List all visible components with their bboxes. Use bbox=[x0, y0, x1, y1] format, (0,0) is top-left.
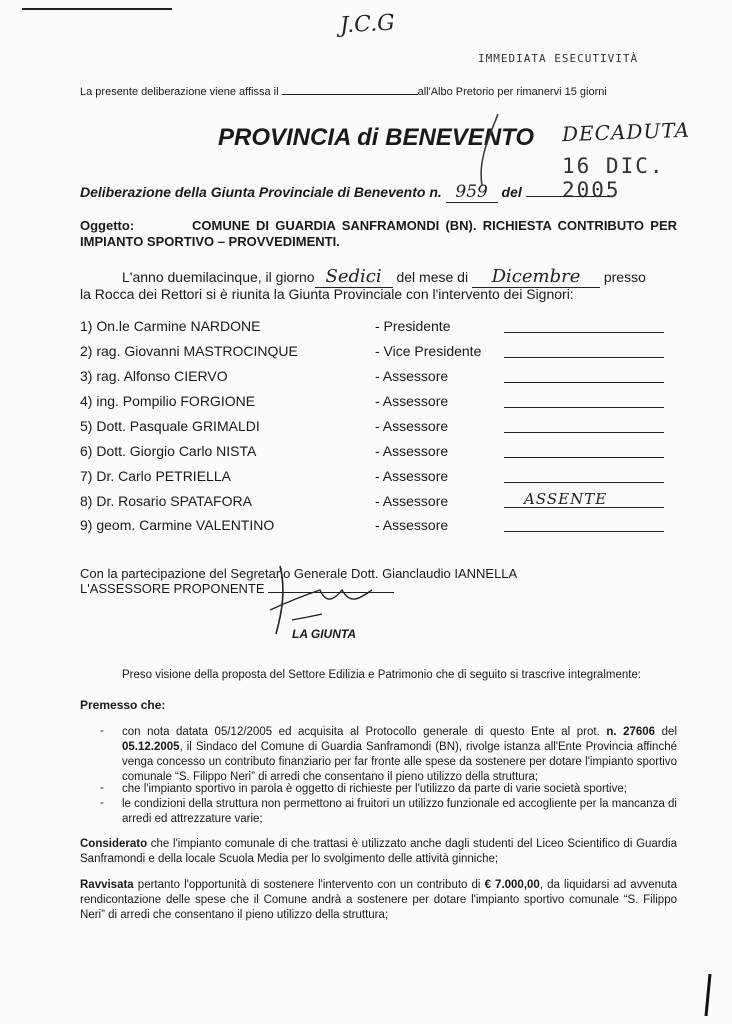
premesso-bullet-2: che l'impianto sportivo in parola è oggetto di richieste per l'utilizzo da parte di varie società sportive; bbox=[122, 783, 627, 795]
member-signature-line bbox=[504, 345, 664, 358]
margin-pen-mark bbox=[698, 972, 718, 1018]
member-role: - Assessore bbox=[375, 418, 449, 434]
considerato-label: Considerato bbox=[80, 838, 148, 850]
date-stamp: 16 DIC. 2005 bbox=[562, 154, 665, 202]
member-signature-line bbox=[504, 470, 664, 483]
member-role: - Assessore bbox=[375, 368, 449, 384]
affissa-line bbox=[80, 86, 607, 98]
member-absent-note: ASSENTE bbox=[524, 490, 608, 508]
delibera-number: 959 bbox=[446, 182, 498, 203]
ravvisata-paragraph: Ravvisata pertanto l'opportunità di sostenere l'intervento con un contributo di € 7.000,00, da liquidarsi ad avvenuta rendicontazione delle spese che il Comune andrà a sostenere per dotare l'impianto sportivo comunale “S. Filippo Neri” di arredi che consentano il pieno utilizzo della struttura; bbox=[80, 879, 677, 921]
member-role: - Vice Presidente bbox=[375, 343, 482, 359]
ravvisata-label: Ravvisata bbox=[80, 879, 134, 891]
handwritten-mark: J.C.G bbox=[339, 10, 396, 39]
member-signature-line bbox=[504, 420, 664, 433]
intro-giorno: Sedici bbox=[315, 266, 393, 288]
member-signature-line bbox=[504, 320, 664, 333]
la-giunta-heading: LA GIUNTA bbox=[292, 627, 356, 641]
premesso-heading: Premesso che: bbox=[80, 698, 166, 712]
member-signature-line bbox=[504, 395, 664, 408]
top-rule bbox=[22, 8, 172, 10]
affissa-prefix: La presente deliberazione viene affissa il bbox=[80, 86, 279, 98]
considerato-paragraph: Considerato che l'impianto comunale di che trattasi è utilizzato anche dagli studenti del Liceo Scientifico di Guardia Sanframondi e della locale Scuola Media per lo svolgimento delle attività ginniche; bbox=[80, 838, 677, 865]
intro-part1: L'anno duemilacinque, il giorno bbox=[122, 269, 315, 285]
preso-visione: Preso visione della proposta del Settore Edilizia e Patrimonio che di seguito si trascrive integralmente: bbox=[122, 669, 642, 681]
member-role: - Assessore bbox=[375, 468, 449, 484]
segretario-line: Con la partecipazione del Segretario Generale Dott. Gianclaudio IANNELLA bbox=[80, 566, 518, 581]
intro-line2: la Rocca dei Rettori si è riunita la Giunta Provinciale con l'intervento dei Signori: bbox=[80, 286, 574, 302]
member-signature-line bbox=[504, 519, 664, 532]
intro-mese: Dicembre bbox=[472, 266, 600, 288]
intro-part3: presso bbox=[603, 269, 646, 285]
affissa-date-blank bbox=[282, 94, 418, 95]
affissa-suffix: all'Albo Pretorio per rimanervi 15 giorni bbox=[417, 86, 607, 98]
oggetto-line2: IMPIANTO SPORTIVO – PROVVEDIMENTI. bbox=[80, 234, 340, 249]
member-signature-line bbox=[504, 445, 664, 458]
member-name: 2) rag. Giovanni MASTROCINQUE bbox=[80, 343, 298, 359]
title-pen-stroke bbox=[468, 110, 508, 190]
exec-stamp: IMMEDIATA ESECUTIVITÀ bbox=[478, 52, 639, 65]
member-role: - Assessore bbox=[375, 393, 449, 409]
delibera-line bbox=[80, 182, 610, 203]
intro-part2: del mese di bbox=[396, 269, 469, 285]
member-name: 1) On.le Carmine NARDONE bbox=[80, 318, 261, 334]
member-name: 8) Dr. Rosario SPATAFORA bbox=[80, 493, 252, 509]
member-signature-line bbox=[504, 370, 664, 383]
page-title: PROVINCIA di BENEVENTO bbox=[218, 124, 535, 151]
contribution-amount: € 7.000,00 bbox=[484, 879, 540, 891]
member-role: - Assessore bbox=[375, 493, 449, 509]
assessore-proponente-label: L'ASSESSORE PROPONENTE bbox=[80, 581, 265, 596]
delibera-date-blank bbox=[526, 196, 610, 197]
member-name: 5) Dott. Pasquale GRIMALDI bbox=[80, 418, 260, 434]
bullet-marker: - bbox=[100, 782, 104, 794]
oggetto-line1: COMUNE DI GUARDIA SANFRAMONDI (BN). RICHIESTA CONTRIBUTO PER bbox=[192, 218, 677, 233]
member-name: 4) ing. Pompilio FORGIONE bbox=[80, 393, 256, 409]
delibera-del-label: del bbox=[501, 184, 522, 200]
member-role: - Assessore bbox=[375, 443, 449, 459]
member-name: 3) rag. Alfonso CIERVO bbox=[80, 368, 228, 384]
member-role: - Presidente bbox=[375, 318, 451, 334]
member-role: - Assessore bbox=[375, 517, 449, 533]
intro-line1 bbox=[122, 266, 646, 288]
member-name: 7) Dr. Carlo PETRIELLA bbox=[80, 468, 231, 484]
member-name: 9) geom. Carmine VALENTINO bbox=[80, 517, 275, 533]
bullet-marker: - bbox=[100, 797, 104, 809]
member-name: 6) Dott. Giorgio Carlo NISTA bbox=[80, 443, 257, 459]
premesso-bullet-1: con nota datata 05/12/2005 ed acquisita al Protocollo generale di questo Ente al prot. n. 27606 del 05.12.2005, il Sindaco del Comune di Guardia Sanframondi (BN), rivolge istanza all'Ente Provincia affinché venga concesso un contributo finanziario per far fronte alle spese da sostenere per dotare l'impianto sportivo comunale “S. Filippo Neri” di arredi che consentano il pieno utilizzo della struttura; bbox=[122, 726, 677, 783]
delibera-label: Deliberazione della Giunta Provinciale di Benevento n. bbox=[80, 184, 442, 200]
oggetto-label: Oggetto: bbox=[80, 218, 135, 233]
premesso-bullet-3: le condizioni della struttura non permettono ai fruitori un utilizzo funzionale ed accogliente per la mancanza di arredi ed attrezzature varie; bbox=[122, 798, 677, 825]
decaduta-note: DECADUTA bbox=[561, 117, 691, 147]
bullet-marker: - bbox=[100, 725, 104, 737]
